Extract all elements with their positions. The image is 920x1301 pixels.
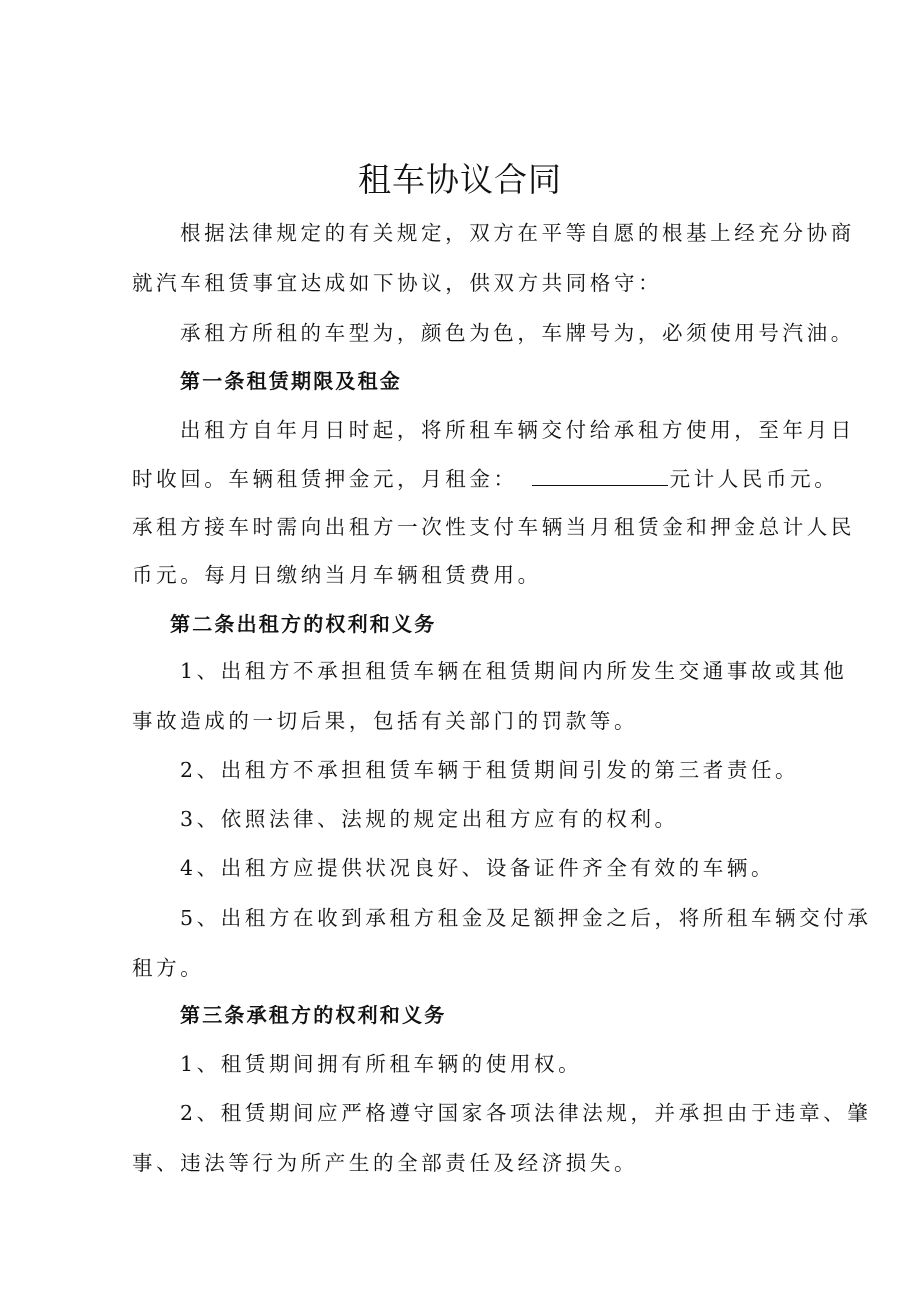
intro-line-1: 根据法律规定的有关规定，双方在平等自愿的根基上经充分协商 [180, 221, 855, 245]
article-1-line-2 [132, 464, 838, 494]
article-3-item-1: 1、租赁期间拥有所租车辆的使用权。 [180, 1052, 583, 1076]
article-1-line-4: 币元。每月日缴纳当月车辆租赁费用。 [132, 563, 542, 587]
article-1-line-2-suffix: 元计人民币元。 [669, 467, 839, 491]
article-2-item-3: 3、依照法律、法规的规定出租方应有的权利。 [180, 807, 679, 831]
article-3-item-2-line-2: 事、违法等行为所产生的全部责任及经济损失。 [132, 1151, 639, 1175]
rent-blank-field [532, 467, 668, 486]
article-1-line-3: 承租方接车时需向出租方一次性支付车辆当月租赁金和押金总计人民 [132, 515, 855, 539]
article-3-heading: 第三条承租方的权利和义务 [180, 1003, 447, 1027]
intro-line-3: 承租方所租的车型为，颜色为色，车牌号为，必须使用号汽油。 [180, 321, 855, 345]
article-3-item-2-line-1: 2、租赁期间应严格遵守国家各项法律法规，并承担由于违章、肇 [180, 1101, 872, 1125]
article-2-item-1-line-2: 事故造成的一切后果，包括有关部门的罚款等。 [132, 709, 639, 733]
article-2-heading: 第二条出租方的权利和义务 [170, 612, 437, 636]
article-2-item-5-line-2: 租方。 [132, 956, 205, 980]
article-1-line-2-prefix: 时收回。车辆租赁押金元，月租金： [132, 467, 518, 491]
article-2-item-1-line-1: 1、出租方不承担租赁车辆在租赁期间内所发生交通事故或其他 [180, 659, 848, 683]
intro-line-2: 就汽车租赁事宜达成如下协议，供双方共同格守： [132, 271, 663, 295]
document-title: 租车协议合同 [358, 160, 562, 199]
article-2-item-4: 4、出租方应提供状况良好、设备证件齐全有效的车辆。 [180, 856, 776, 880]
article-1-line-1: 出租方自年月日时起，将所租车辆交付给承租方使用，至年月日 [180, 418, 855, 442]
article-1-heading: 第一条租赁期限及租金 [180, 369, 402, 393]
article-2-item-2: 2、出租方不承担租赁车辆于租赁期间引发的第三者责任。 [180, 758, 800, 782]
article-2-item-5-line-1: 5、出租方在收到承租方租金及足额押金之后，将所租车辆交付承 [180, 906, 872, 930]
